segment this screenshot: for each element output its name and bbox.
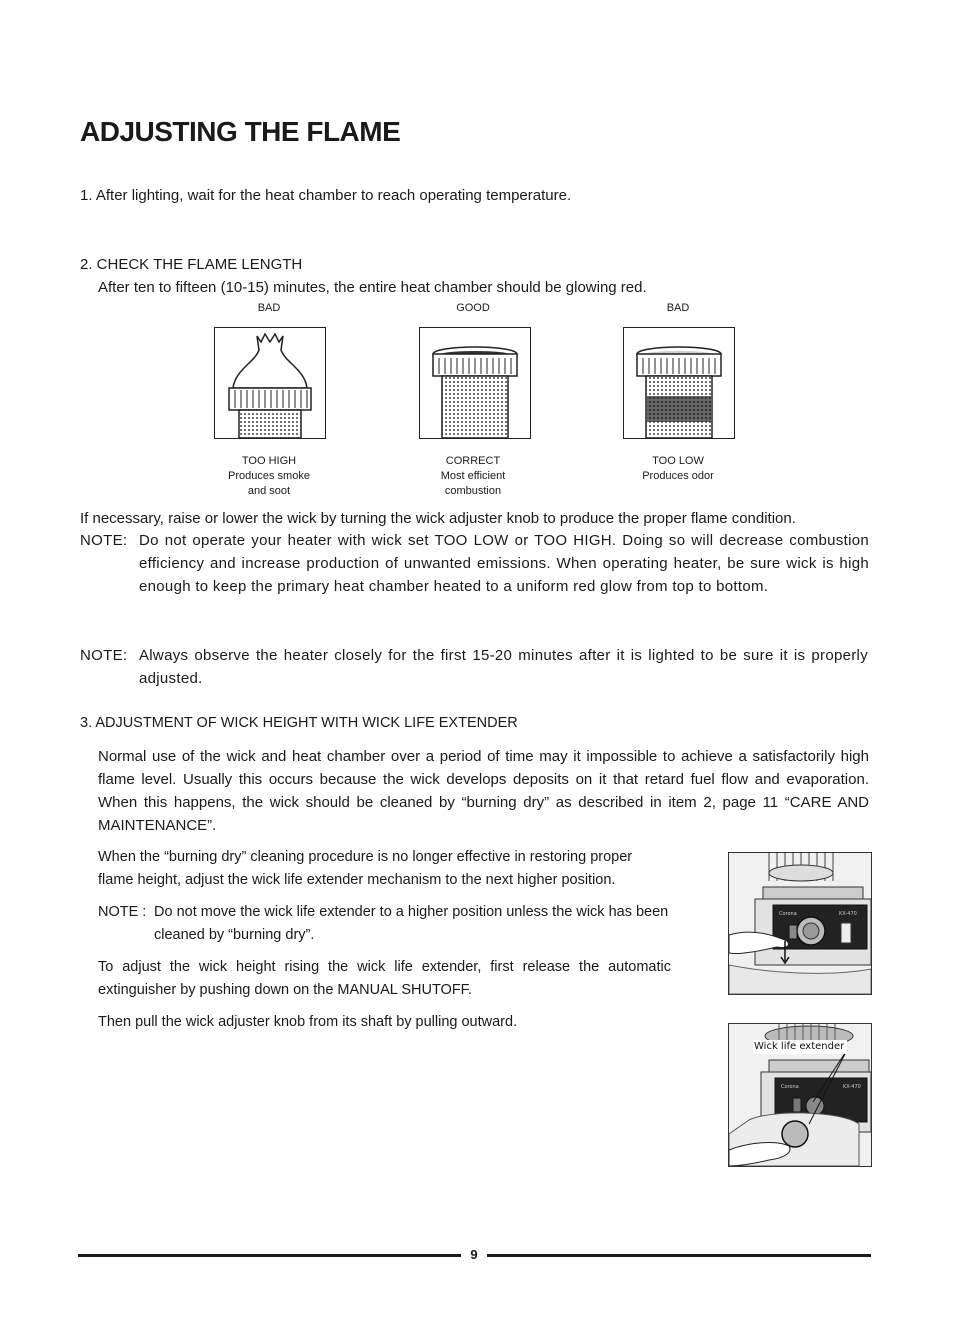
note-text: Always observe the heater closely for the first 15-20 minutes after it is lighted to be sure it is properly adjusted. (139, 647, 868, 687)
note-text: Do not move the wick life extender to a higher position unless the wick has been cleaned by “burning dry”. (154, 904, 669, 943)
step-3-para-4: Then pull the wick adjuster knob from its shaft by pulling outward. (98, 1014, 518, 1030)
footer-rule-left (78, 1254, 461, 1257)
note-label: NOTE: (80, 532, 128, 549)
note-label: NOTE : (98, 904, 147, 920)
svg-text:Corona: Corona (779, 911, 797, 917)
adjust-text: If necessary, raise or lower the wick by turning the wick adjuster knob to produce the proper flame condition. (80, 510, 796, 527)
flame-caption-high: TOO HIGH Produces smoke and soot (228, 455, 310, 497)
flame-caption-low: TOO LOW Produces odor (642, 455, 714, 482)
page-number: 9 (470, 1247, 478, 1262)
page-title: ADJUSTING THE FLAME (80, 116, 401, 147)
step-3-para-3: To adjust the wick height rising the wick life extender, first release the automatic extinguisher by pushing down on the MANUAL SHUTOFF. (98, 959, 671, 998)
step-3-heading: 3. ADJUSTMENT OF WICK HEIGHT WITH WICK LIFE EXTENDER (80, 715, 518, 731)
note-observe (80, 644, 868, 692)
flame-rating-low: BAD (666, 302, 690, 314)
note-emissions (80, 529, 869, 624)
step-3-para-2: When the “burning dry” cleaning procedure is no longer effective in restoring proper flame height, adjust the wick life extender mechanism to the next higher position. (98, 849, 633, 888)
svg-text:KX-470: KX-470 (843, 1084, 861, 1090)
manual-shutoff-illustration (728, 852, 872, 995)
flame-caption-correct: CORRECT Most efficient combustion (440, 455, 506, 497)
note-label: NOTE: (80, 647, 128, 664)
step-3-note (98, 901, 671, 949)
flame-too-low-diagram (623, 327, 735, 439)
step-2-text: After ten to fifteen (10-15) minutes, the entire heat chamber should be glowing red. (98, 279, 647, 296)
note-text: Do not operate your heater with wick set TOO LOW or TOO HIGH. Doing so will decrease combustion efficiency and increase production of unwanted emissions. When operating heater, be sure wick is high enough to keep the primary heat chamber heated to a uniform red glow from top to bottom. (139, 532, 869, 595)
step-1: 1. After lighting, wait for the heat chamber to reach operating temperature. (80, 187, 572, 204)
step-3-para-1: Normal use of the wick and heat chamber over a period of time may it impossible to achieve a satisfactorily high flame level. Usually this occurs because the wick develops deposits on it that retard fuel flow and evaporation. When this happens, the wick should be cleaned by “burning dry” as described in item 2, page 11 “CARE AND MAINTENANCE”. (98, 748, 869, 834)
svg-text:Corona: Corona (781, 1084, 799, 1090)
wick-life-extender-illustration (728, 1023, 872, 1167)
footer-rule-right (487, 1254, 871, 1257)
flame-rating-high: BAD (257, 302, 281, 314)
flame-rating-correct: GOOD (456, 302, 490, 314)
step-2-heading: 2. CHECK THE FLAME LENGTH (80, 256, 303, 273)
flame-too-high-diagram (214, 327, 326, 439)
flame-correct-diagram (419, 327, 531, 439)
svg-text:KX-470: KX-470 (839, 911, 857, 917)
wick-life-extender-label: Wick life extender (754, 1041, 845, 1052)
